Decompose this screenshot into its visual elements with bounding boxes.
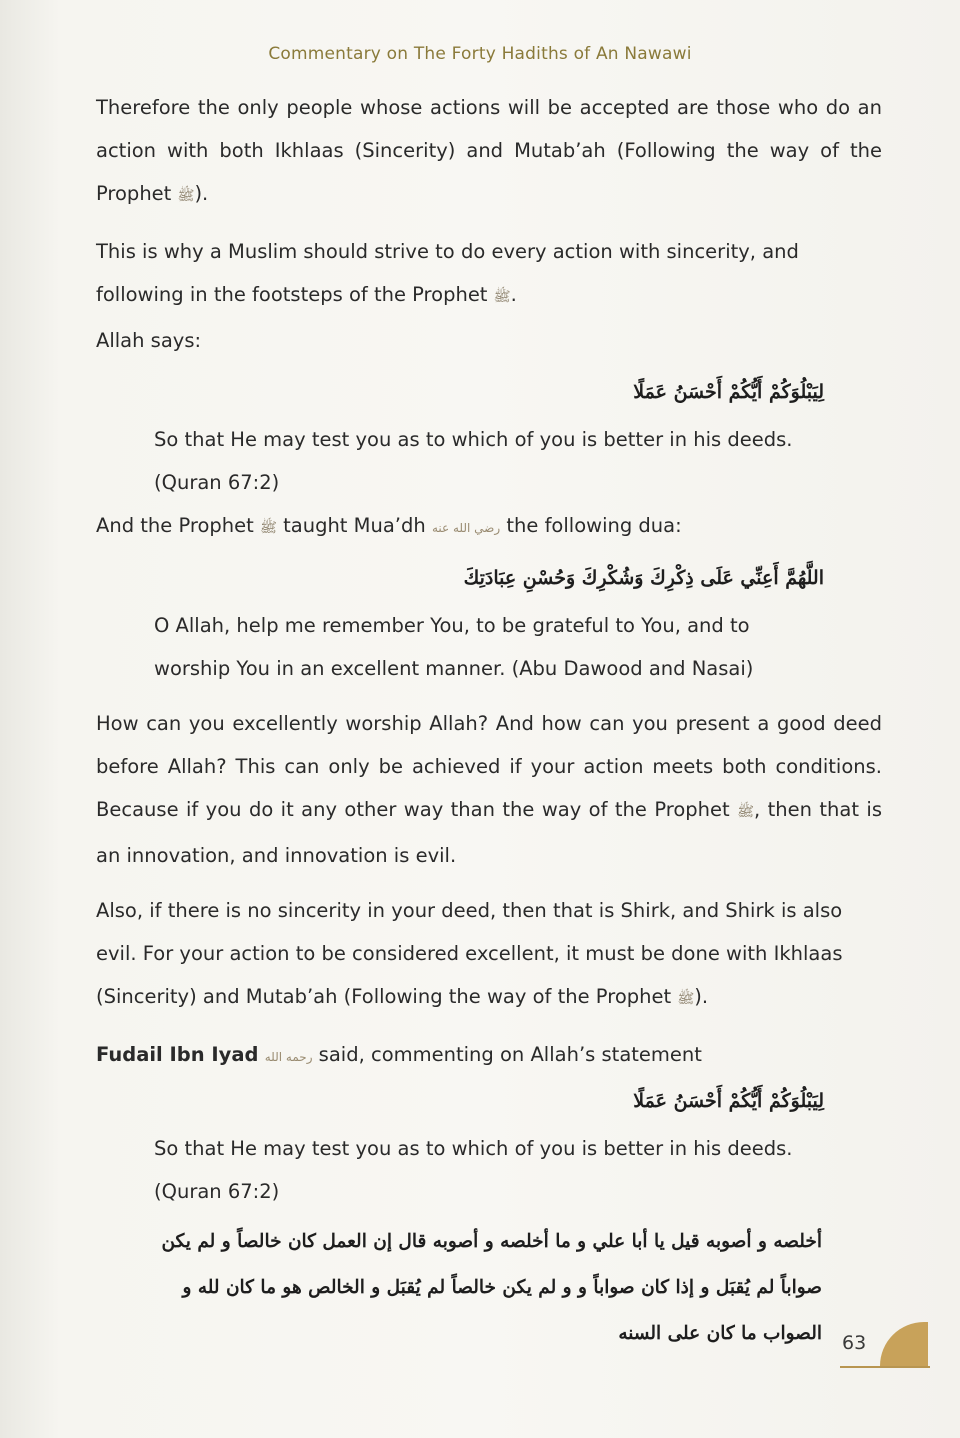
- allah-says-label: Allah says:: [96, 329, 202, 352]
- salutation-icon: ﷺ: [493, 289, 511, 305]
- salutation-icon: ﷺ: [737, 804, 754, 820]
- dua-translation: O Allah, help me remember You, to be grateful to You, and to worship You in an excellent manner. (Abu Dawood and Nasai): [154, 614, 754, 680]
- paragraph-fudail: Fudail Ibn Iyad رحمه الله said, commenting on Allah’s statement: [96, 1043, 702, 1066]
- scholar-name: Fudail Ibn Iyad: [96, 1043, 259, 1066]
- ayah-arabic-2: لِيَبْلُوَكُمْ أَيُّكُمْ أَحْسَنُ عَمَلًا: [633, 1090, 824, 1112]
- paragraph-excellent-worship: How can you excellently worship Allah? And how can you present a good deed before Allah? This can only be achieved if your action meets both conditions. Because if you do it any other way than the way of the Prophet ﷺ, then that is an innovation, and innovation is evil.: [96, 712, 882, 867]
- rahimahullah-icon: رحمه الله: [264, 1050, 313, 1064]
- salutation-icon: ﷺ: [177, 188, 195, 204]
- fudail-quote-arabic: أخلصه و أصوبه قيل يا أبا علي و ما أخلصه و أصوبه قال إن العمل كان خالصاً و لم يكن صواباً لم يُقبَل و إذا كان صواباً و و لم يكن خالصاً لم يُقبَل و الخالص هو ما كان لله و الصواب ما كان على السنه: [161, 1231, 822, 1344]
- dua-arabic: اللَّهُمَّ أَعِنِّي عَلَى ذِكْرِكَ وَشُكْرِكَ وَحُسْنِ عِبَادَتِكَ: [463, 567, 824, 589]
- ayah-translation-1: So that He may test you as to which of you is better in his deeds. (Quran 67:2): [154, 428, 793, 494]
- page-number: 63: [842, 1332, 867, 1354]
- ayah-translation-2: So that He may test you as to which of you is better in his deeds. (Quran 67:2): [154, 1137, 793, 1203]
- ayah-arabic-1: لِيَبْلُوَكُمْ أَيُّكُمْ أَحْسَنُ عَمَلًا: [633, 381, 824, 403]
- radiallahu-icon: رضي الله عنه: [431, 521, 501, 535]
- page-number-rule: [840, 1366, 930, 1368]
- salutation-icon: ﷺ: [260, 520, 277, 536]
- page-corner-tab: [880, 1322, 928, 1366]
- paragraph-striving: This is why a Muslim should strive to do every action with sincerity, and following in the footsteps of the Prophet ﷺ.: [96, 240, 799, 306]
- paragraph-dua-intro: And the Prophet ﷺ taught Mua’dh رضي الله عنه the following dua:: [96, 514, 682, 537]
- running-header: Commentary on The Forty Hadiths of An Nawawi: [268, 44, 692, 64]
- paragraph-conditions: Therefore the only people whose actions will be accepted are those who do an action with both Ikhlaas (Sincerity) and Mutab’ah (Following the way of the Prophet ﷺ).: [96, 96, 882, 205]
- salutation-icon: ﷺ: [677, 991, 695, 1007]
- paragraph-sincerity: Also, if there is no sincerity in your deed, then that is Shirk, and Shirk is also evil. For your action to be considered excellent, it must be done with Ikhlaas (Sincerity) and Mutab’ah (Following the way of the Prophet ﷺ).: [96, 899, 843, 1008]
- page-body: [96, 86, 882, 1357]
